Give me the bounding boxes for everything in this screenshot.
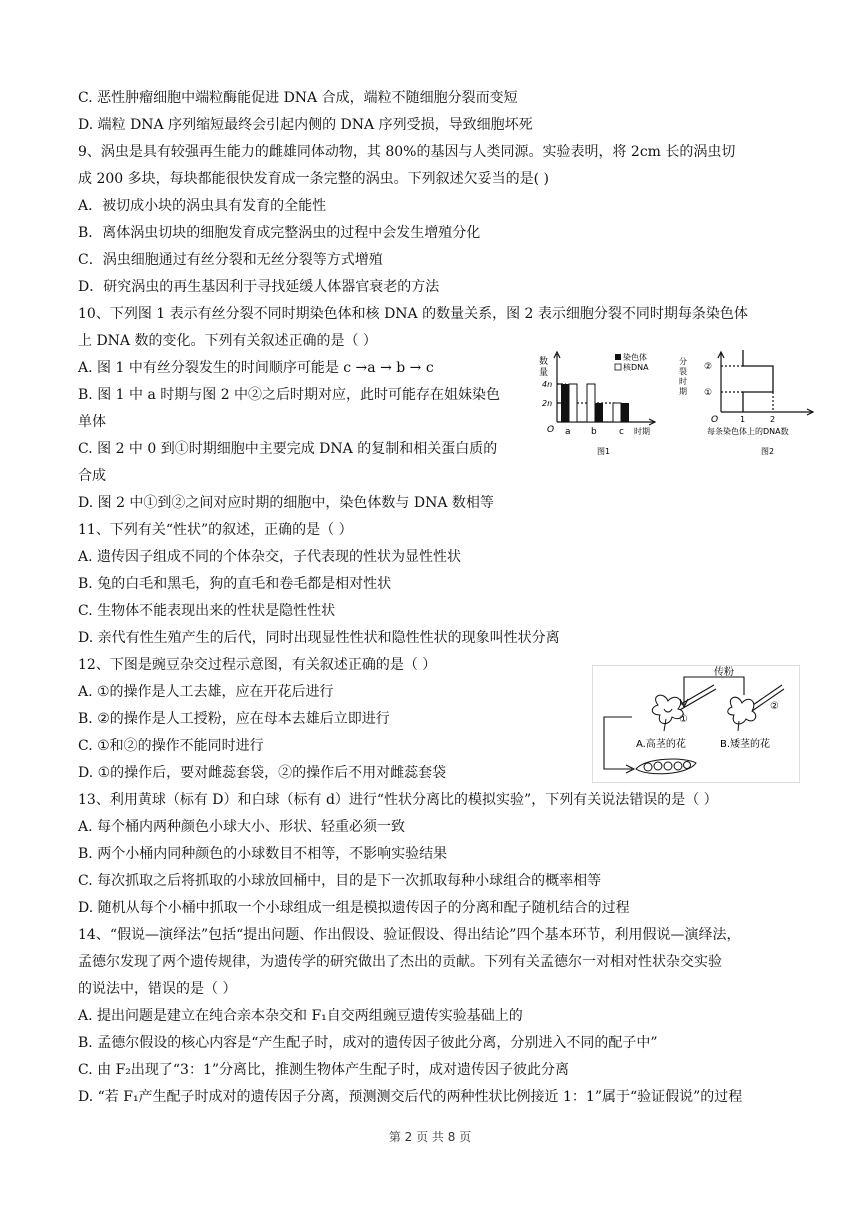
figure-caption: 图1 — [597, 447, 611, 456]
question-9-stem: 9、涡虫是具有较强再生能力的雌雄同体动物，其 80%的基因与人类同源。实验表明，将 2cm 长的涡虫切 — [78, 144, 736, 160]
figure-1-bar-chart — [535, 348, 660, 460]
marker-label: ① — [704, 388, 713, 398]
bar-b-chromosome — [595, 403, 603, 422]
text-line: 上 DNA 数的变化。下列有关叙述正确的是（ ） — [78, 333, 377, 349]
pea-pod — [636, 759, 696, 774]
option-line: A. ①的操作是人工去雄，应在开花后进行 — [78, 684, 334, 700]
x-axis-label: 每条染色体上的DNA数 — [707, 427, 789, 436]
option-line: A. 提出问题是建立在纯合亲本杂交和 F₁自交两组豌豆遗传实验基础上的 — [78, 1008, 523, 1024]
origin-label: O — [711, 415, 719, 425]
text-line: 成 200 多块，每块都能很快发育成一条完整的涡虫。下列叙述欠妥当的是( ) — [78, 171, 549, 187]
marker-label: ② — [704, 362, 713, 372]
bar-a-dna — [569, 384, 577, 422]
option-line: A. 遗传因子组成不同的个体杂交，子代表现的性状为显性性状 — [78, 549, 462, 565]
text-line: 单体 — [78, 414, 106, 430]
x-category-label: b — [591, 427, 597, 437]
question-10-stem: 10、下列图 1 表示有丝分裂不同时期染色体和核 DNA 的数量关系，图 2 表示细胞分裂不同时期每条染色体 — [78, 306, 748, 322]
option-line: D. 随机从每个小桶中抓取一个小球组成一组是模拟遗传因子的分离和配子随机结合的过程 — [78, 900, 630, 916]
question-14-stem: 14、“假说—演绎法”包括“提出问题、作出假设、验证假设、得出结论”四个基本环节，利用假说—演绎法， — [78, 927, 741, 943]
legend-swatch-dna — [615, 364, 621, 370]
option-line: C. 每次抓取之后将抓取的小球放回桶中，目的是下一次抓取每种小球组合的概率相等 — [78, 873, 602, 889]
step-2-marker: ② — [770, 701, 779, 712]
option-line: D. ①的操作后，要对雌蕊套袋，②的操作后不用对雌蕊套袋 — [78, 765, 447, 781]
bar-c-chromosome — [621, 403, 629, 422]
legend-label: 核DNA — [623, 363, 649, 372]
option-line: B. 两个小桶内同种颜色的小球数目不相等，不影响实验结果 — [78, 846, 448, 862]
figure-pea-hybridization — [592, 665, 800, 783]
text-line: 的说法中，错误的是（ ） — [78, 981, 237, 997]
x-axis-label: 时期 — [634, 427, 650, 436]
option-line: B. 图 1 中 a 时期与图 2 中②之后时期对应，此时可能存在姐妹染色 — [78, 387, 501, 403]
option-line: C．涡虫细胞通过有丝分裂和无丝分裂等方式增殖 — [78, 252, 383, 268]
option-line: A．被切成小块的涡虫具有发育的全能性 — [78, 198, 327, 214]
flower-b-label: B.矮茎的花 — [720, 739, 771, 750]
option-line: B. 兔的白毛和黑毛，狗的直毛和卷毛都是相对性状 — [78, 576, 392, 592]
flower-a-label: A.高茎的花 — [636, 739, 686, 750]
y-axis-label: 量 — [539, 368, 549, 378]
x-category-label: a — [565, 427, 571, 437]
x-tick-label: 2 — [770, 415, 776, 424]
figure-caption: 图2 — [761, 447, 775, 456]
y-axis-label: 裂 — [679, 367, 687, 376]
legend-swatch-chromosome — [615, 354, 621, 360]
option-line: C. 由 F₂出现了“3：1”分离比，推测生物体产生配子时，成对遗传因子彼此分离 — [78, 1062, 570, 1078]
page-footer: 第 2 页 共 8 页 — [388, 1130, 472, 1144]
x-tick-label: 1 — [740, 415, 746, 424]
pollination-label: 传粉 — [714, 667, 734, 678]
option-line: A. 每个桶内两种颜色小球大小、形状、轻重必须一致 — [78, 819, 406, 835]
text-line: D. 端粒 DNA 序列缩短最终会引起内侧的 DNA 序列受损，导致细胞坏死 — [78, 117, 533, 133]
y-axis-label: 数 — [539, 357, 549, 367]
option-line: A. 图 1 中有丝分裂发生的时间顺序可能是 c →a → b → c — [78, 360, 434, 376]
bar-a-chromosome — [561, 384, 569, 422]
question-12-stem: 12、下图是豌豆杂交过程示意图，有关叙述正确的是（ ） — [78, 657, 437, 673]
text-line: C. 恶性肿瘤细胞中端粒酶能促进 DNA 合成，端粒不随细胞分裂而变短 — [78, 90, 518, 106]
figure-2-line-graph — [673, 346, 833, 460]
option-line: B．离体涡虫切块的细胞发育成完整涡虫的过程中会发生增殖分化 — [78, 225, 481, 241]
y-axis-label: 期 — [679, 387, 687, 396]
question-11-stem: 11、下列有关“性状”的叙述，正确的是（ ） — [78, 522, 353, 538]
option-line: C. ①和②的操作不能同时进行 — [78, 738, 264, 754]
option-line: C. 图 2 中 0 到①时期细胞中主要完成 DNA 的复制和相关蛋白质的 — [78, 441, 498, 457]
short-pea-flower — [728, 697, 756, 731]
option-line: B. ②的操作是人工授粉，应在母本去雄后立即进行 — [78, 711, 390, 727]
y-tick-label: 4n — [542, 380, 553, 389]
option-line: D．研究涡虫的再生基因利于寻找延缓人体器官衰老的方法 — [78, 279, 440, 295]
x-category-label: c — [619, 427, 624, 437]
y-axis-label: 分 — [679, 357, 687, 366]
bar-c-dna — [613, 403, 621, 422]
y-axis-label: 时 — [679, 377, 687, 386]
option-line: D. “若 F₁产生配子时成对的遗传因子分离，预测测交后代的两种性状比例接近 1：1”属于“验证假说”的过程 — [78, 1089, 743, 1105]
y-tick-label: 2n — [542, 399, 553, 408]
bar-b-dna — [587, 384, 595, 422]
option-line: D. 亲代有性生殖产生的后代，同时出现显性性状和隐性性状的现象叫性状分离 — [78, 630, 560, 646]
text-line: 合成 — [78, 468, 106, 484]
origin-label: O — [547, 425, 555, 435]
text-line: 孟德尔发现了两个遗传规律，为遗传学的研究做出了杰出的贡献。下列有关孟德尔一对相对性状杂交实验 — [78, 954, 722, 970]
option-line: D. 图 2 中①到②之间对应时期的细胞中，染色体数与 DNA 数相等 — [78, 495, 494, 511]
option-line: B. 孟德尔假设的核心内容是“产生配子时，成对的遗传因子彼此分离，分别进入不同的配子中” — [78, 1035, 658, 1051]
legend-label: 染色体 — [623, 353, 647, 362]
option-line: C. 生物体不能表现出来的性状是隐性性状 — [78, 603, 336, 619]
question-13-stem: 13、利用黄球（标有 D）和白球（标有 d）进行“性状分离比的模拟实验”，下列有关说法错误的是（ ） — [78, 792, 718, 808]
step-1-marker: ① — [679, 714, 688, 725]
